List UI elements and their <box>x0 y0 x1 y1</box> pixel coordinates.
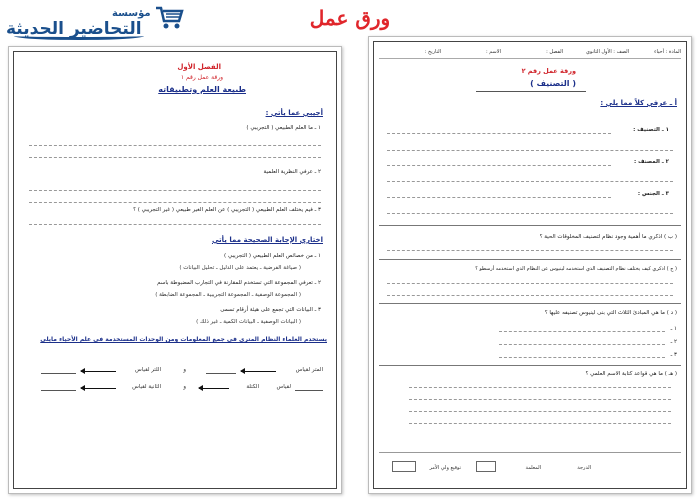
answer-line[interactable] <box>387 150 673 151</box>
guardian-signature-box[interactable] <box>392 461 416 472</box>
question-1: ١ ـ ما العلم الطبيعي ( التجريبي ) <box>246 125 321 131</box>
answer-line[interactable] <box>387 213 673 214</box>
mc-options-3: ( البيانات الوصفية ـ البيانات الكمية ـ غير ذلك ) <box>196 319 301 325</box>
topic-underline <box>476 91 586 92</box>
answer-line[interactable] <box>409 387 671 388</box>
header-divider <box>379 58 681 59</box>
question-e: ( هـ ) ما هي قواعد كتابة الاسم العلمي ؟ <box>585 371 677 377</box>
answer-line[interactable] <box>29 224 321 225</box>
answer-line[interactable] <box>409 411 671 412</box>
answer-line[interactable] <box>409 423 671 424</box>
grade-field: الصف : الأول الثانوي <box>586 49 629 55</box>
signature-label: توقيع ولي الأمر <box>429 465 461 471</box>
worksheet-number: ورقة عمل رقم ١ <box>180 74 223 81</box>
mc-options-1: ( صياغة الفرضية ـ يعتمد على الدليل ـ تحليل البيانات ) <box>179 265 301 271</box>
answer-line[interactable] <box>295 390 323 391</box>
worksheet-topic: طبيعة العلم وتطبيقاته <box>158 85 246 94</box>
answer-line[interactable] <box>29 202 321 203</box>
unit-mass-label: الكتلة <box>246 384 259 390</box>
question-2: ٢ ـ عرفي النظرية العلمية <box>263 169 321 175</box>
answer-line[interactable] <box>499 344 665 345</box>
mc-question-1: ١ ـ من خصائص العلم الطبيعي ( التجريبي ) <box>224 253 321 259</box>
answer-line[interactable] <box>387 250 673 251</box>
term-3: ٣ ـ الجنس : <box>637 191 669 197</box>
section-divider <box>379 259 681 260</box>
page-title: ورق عمل <box>309 6 391 30</box>
answer-line[interactable] <box>29 190 321 191</box>
logo-main-text: التحاضير الحديثة <box>6 19 142 39</box>
shopping-cart-icon <box>154 5 184 31</box>
grade-label: الدرجة <box>577 465 591 471</box>
term-2: ٢ ـ المصنف : <box>633 159 669 165</box>
section-divider <box>379 365 681 366</box>
mc-options-2: ( المجموعة الوصفية ـ المجموعة التجريبية ـ المجموعة الضابطة ) <box>155 292 301 298</box>
answer-line[interactable] <box>206 373 236 374</box>
page-border <box>373 41 687 489</box>
and-label: و <box>183 384 186 390</box>
subject-field: المادة : أحياء <box>654 49 681 55</box>
answer-line[interactable] <box>387 283 673 284</box>
worksheet-number: ورقة عمل رقم ٢ <box>521 67 576 75</box>
and-label: و <box>183 367 186 373</box>
unit-measure-label: لقياس <box>276 384 291 390</box>
logo-top-text: مؤسسة <box>112 8 151 19</box>
principle-3: ٣ ـ <box>670 352 677 358</box>
class-field: الفصل : <box>546 49 563 55</box>
answer-line[interactable] <box>499 357 665 358</box>
worksheet-1 <box>8 46 342 494</box>
section3-title: يستخدم العلماء النظام المتري في جمع المعلومات ومن الوحدات المستخدمة في علم الأحياء مايلي <box>40 336 327 343</box>
question-3: ٣ ـ فيم يختلف العلم الطبيعي ( التجريبي ) عن العلم الغير طبيعي ( غير التجريبي ) ؟ <box>133 207 321 213</box>
unit-time-label: الثانية لقياس <box>132 384 161 390</box>
section-a-title: أ ـ عرفي كلاً مما يلي : <box>600 99 677 107</box>
question-c: ( ج ) اذكري كيف يختلف نظام التصنيف الذي استخدمه لينيوس عن النظام الذي استخدمه أرسطو ؟ <box>475 266 677 272</box>
section1-title: أجيبي عما يأتي : <box>265 109 323 117</box>
arrow-icon <box>241 371 276 372</box>
answer-line[interactable] <box>29 145 321 146</box>
answer-line[interactable] <box>387 165 611 166</box>
mc-question-3: ٣ ـ البيانات التي تجمع على هيئة أرقام تسمى <box>220 307 321 313</box>
teacher-signature-box[interactable] <box>476 461 496 472</box>
logo-swoosh <box>14 32 144 40</box>
question-b: ( ب ) اذكري ما أهمية وجود نظام لتصنيف المخلوقات الحية ؟ <box>539 234 677 240</box>
answer-line[interactable] <box>29 157 321 158</box>
footer-divider <box>379 452 681 453</box>
date-field: التاريخ : <box>424 49 441 55</box>
principle-1: ١ ـ <box>670 326 677 332</box>
teacher-label: المعلمة <box>525 465 541 471</box>
answer-line[interactable] <box>387 295 673 296</box>
answer-line[interactable] <box>409 399 671 400</box>
arrow-icon <box>199 388 229 389</box>
logo <box>4 2 184 42</box>
mc-question-2: ٢ ـ تعرفي المجموعة التي تستخدم للمقارنة في التجارب المضبوطة باسم <box>157 280 321 286</box>
term-1: ١ ـ التصنيف : <box>633 127 669 133</box>
arrow-icon <box>81 388 116 389</box>
arrow-icon <box>81 371 116 372</box>
name-field: الاسم : <box>485 49 501 55</box>
answer-line[interactable] <box>387 181 673 182</box>
principle-2: ٢ ـ <box>670 339 677 345</box>
section2-title: اختاري الإجابة الصحيحة مما يأتي <box>211 236 323 244</box>
answer-line[interactable] <box>499 331 665 332</box>
worksheet-2 <box>368 36 692 494</box>
answer-line[interactable] <box>41 373 76 374</box>
section-divider <box>379 225 681 226</box>
section-divider <box>379 303 681 304</box>
worksheet-topic: ( التصنيف ) <box>530 79 576 88</box>
unit-length-label: المتر لقياس <box>295 367 323 373</box>
question-d: ( د ) ما هي المبادئ الثلاث التي بنى لينيوس تصنيفه عليها ؟ <box>544 310 677 316</box>
answer-line[interactable] <box>387 133 611 134</box>
semester-label: الفصل الأول <box>177 63 221 71</box>
answer-line[interactable] <box>41 390 76 391</box>
answer-line[interactable] <box>387 197 611 198</box>
unit-volume-label: اللتر لقياس <box>135 367 161 373</box>
